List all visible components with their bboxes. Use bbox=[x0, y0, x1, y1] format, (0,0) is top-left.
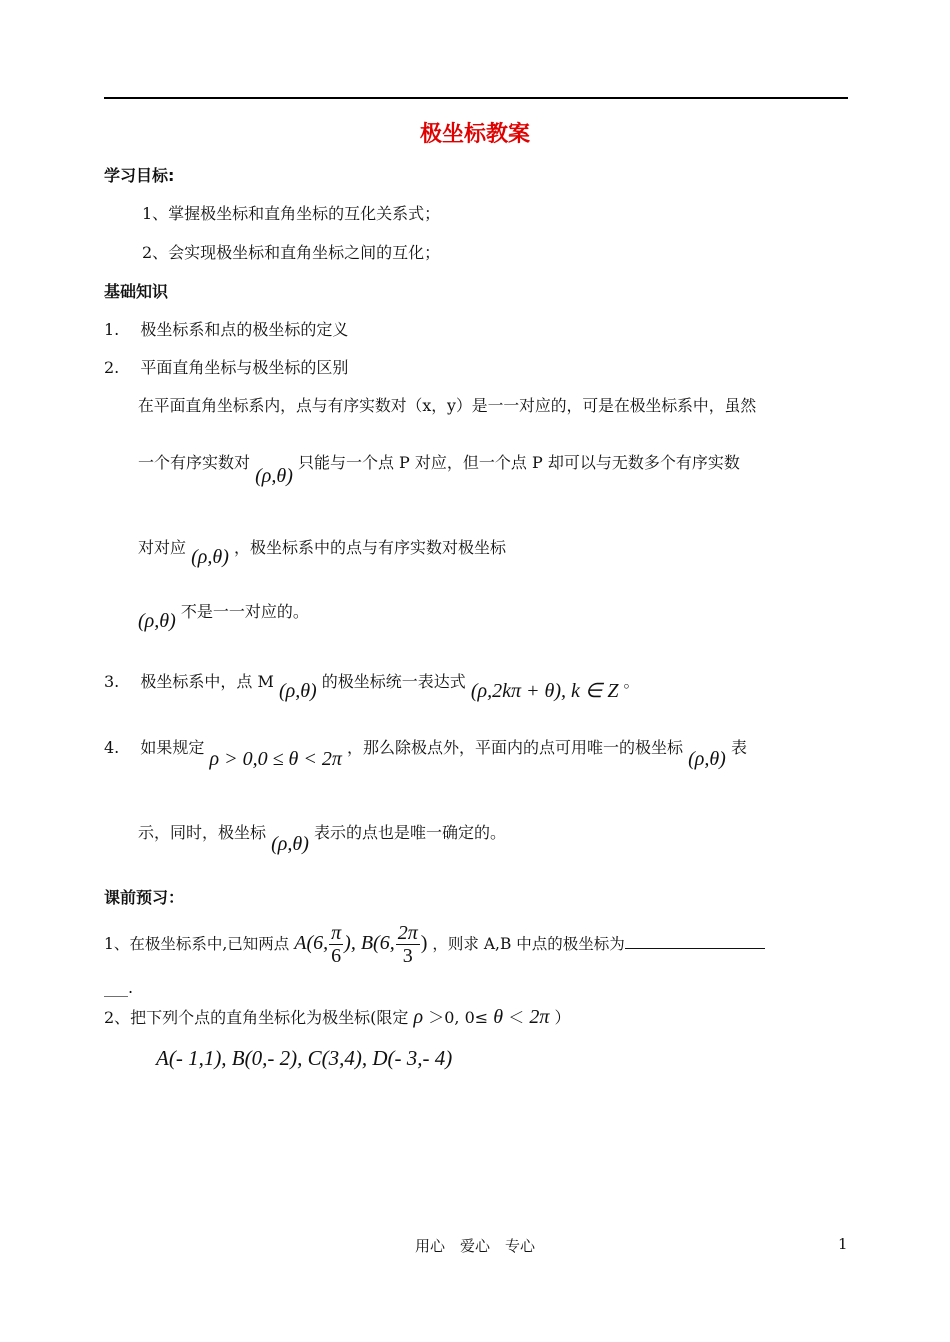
range-condition-formula: ρ > 0,0 ≤ θ < 2π bbox=[209, 748, 342, 770]
rho-theta-formula: (ρ,θ) bbox=[191, 546, 229, 568]
item-number: 1. bbox=[104, 320, 120, 339]
preview-question-2 bbox=[104, 1005, 570, 1029]
item2-paragraph-line3 bbox=[138, 535, 506, 568]
page-footer: 用心 爱心 专心 bbox=[414, 1237, 535, 1255]
header-rule bbox=[104, 97, 848, 99]
text-run: 1、在极坐标系中,已知两点 bbox=[104, 935, 290, 954]
basics-heading: 基础知识 bbox=[104, 282, 169, 301]
document-title: 极坐标教案 bbox=[419, 122, 530, 147]
basics-item-3 bbox=[104, 668, 640, 702]
text-run: 表 bbox=[730, 738, 747, 757]
text-run: 2、把下列个点的直角坐标化为极坐标(限定 bbox=[104, 1008, 409, 1027]
item-number: 2. bbox=[104, 358, 120, 377]
formula-part: ), B(6, bbox=[344, 932, 395, 955]
rho-theta-formula: (ρ,θ) bbox=[688, 748, 726, 770]
text-run: ，那么除极点外，平面内的点可用唯一的极坐标 bbox=[346, 738, 683, 757]
text-run: ） bbox=[554, 1008, 571, 1027]
item-text: 极坐标系和点的极坐标的定义 bbox=[140, 320, 349, 339]
objectives-heading: 学习目标: bbox=[104, 166, 175, 185]
rho-theta-formula: (ρ,θ) bbox=[271, 833, 309, 855]
page-number: 1 bbox=[838, 1235, 848, 1253]
text-run: ，则求 A,B 中点的极坐标为 bbox=[432, 935, 625, 954]
text-run: 只能与一个点 P 对应，但一个点 P 却可以与无数多个有序实数 bbox=[297, 453, 740, 472]
text-run: 极坐标系中，点 M bbox=[140, 672, 274, 691]
text-run: 不是一一对应的。 bbox=[180, 602, 309, 621]
item2-paragraph-line1: 在平面直角坐标系内，点与有序实数对（x，y）是一一对应的，可是在极坐标系中，虽然 bbox=[138, 396, 757, 415]
text-run: 。 bbox=[623, 672, 640, 691]
theta-symbol: θ bbox=[493, 1006, 504, 1028]
rho-theta-formula: (ρ,θ) bbox=[255, 465, 293, 487]
item2-paragraph-line4 bbox=[138, 599, 309, 632]
fraction-pi-over-6 bbox=[329, 922, 343, 967]
item2-paragraph-line2 bbox=[138, 450, 740, 487]
text-run: 如果规定 bbox=[140, 738, 205, 757]
denominator: 6 bbox=[331, 945, 342, 967]
objective-item-1: 1、掌握极坐标和直角坐标的互化关系式； bbox=[142, 204, 441, 223]
numerator: 2π bbox=[397, 922, 418, 944]
objective-item-2: 2、会实现极坐标和直角坐标之间的互化； bbox=[142, 243, 441, 262]
basics-item-4 bbox=[104, 735, 747, 770]
formula-part: ) bbox=[420, 932, 428, 955]
preview-question-1 bbox=[104, 922, 765, 967]
text-run: 表示的点也是唯一确定的。 bbox=[313, 823, 506, 842]
text-run: ＞0, 0≤ bbox=[428, 1008, 489, 1027]
rho-symbol: ρ bbox=[413, 1006, 424, 1028]
text-run: 对对应 bbox=[138, 538, 187, 557]
rho-theta-formula: (ρ,θ) bbox=[278, 680, 317, 702]
two-pi-symbol: 2π bbox=[529, 1006, 550, 1028]
answer-blank[interactable] bbox=[625, 932, 765, 949]
item-number: 3. bbox=[104, 672, 120, 691]
fraction-2pi-over-3 bbox=[396, 922, 420, 967]
text-run: 的极坐标统一表达式 bbox=[321, 672, 466, 691]
text-run: ＜ bbox=[508, 1008, 525, 1027]
denominator: 3 bbox=[402, 945, 413, 967]
preview-heading: 课前预习： bbox=[104, 888, 185, 907]
points-formula: A(- 1,1), B(0,- 2), C(3,4), D(- 3,- 4) bbox=[156, 1046, 453, 1070]
item-text: 平面直角坐标与极坐标的区别 bbox=[140, 358, 349, 377]
rho-theta-formula: (ρ,θ) bbox=[138, 610, 176, 632]
formula-part: A(6, bbox=[294, 932, 329, 955]
preview-question-1-blank-end: ___. bbox=[104, 978, 134, 997]
text-run: ，极坐标系中的点与有序实数对极坐标 bbox=[233, 538, 506, 557]
item4-continuation bbox=[138, 820, 506, 855]
basics-item-2 bbox=[104, 355, 348, 378]
midpoint-formula bbox=[294, 922, 432, 967]
text-run: 一个有序实数对 bbox=[138, 453, 251, 472]
general-expression-formula: (ρ,2kπ + θ), k ∈ Z bbox=[470, 680, 619, 702]
numerator: π bbox=[331, 922, 342, 944]
text-run: 示，同时，极坐标 bbox=[138, 823, 267, 842]
item-number: 4. bbox=[104, 738, 120, 757]
basics-item-1 bbox=[104, 317, 348, 340]
